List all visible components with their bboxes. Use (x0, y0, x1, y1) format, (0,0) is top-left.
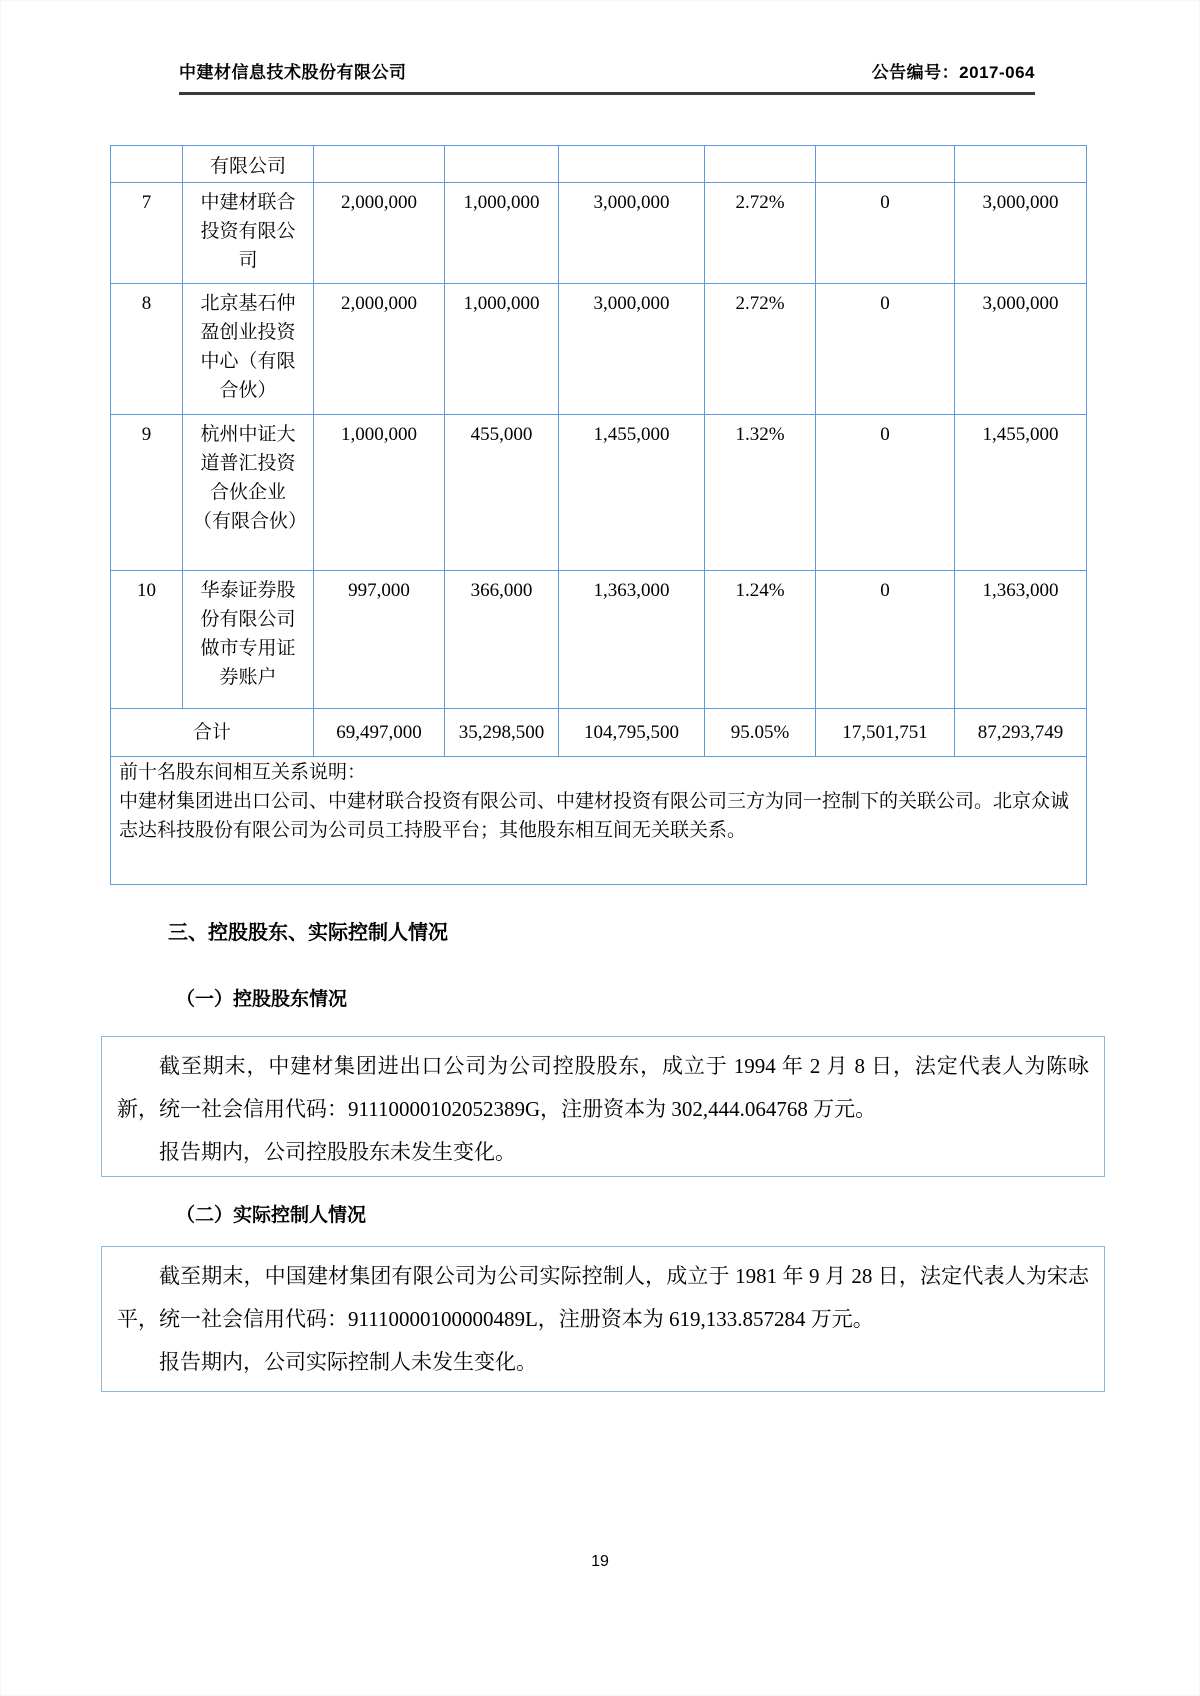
cell-total-value: 87,293,749 (955, 709, 1087, 757)
actual-controller-change-note: 报告期内，公司实际控制人未发生变化。 (159, 1350, 537, 1374)
cell-value: 0 (816, 415, 955, 571)
cell-value: 1.24% (705, 571, 816, 709)
controlling-shareholder-paragraph: 截至期末，中建材集团进出口公司为公司控股股东，成立于 1994 年 2 月 8 日，法定代表人为陈咏新，统一社会信用代码：91110000102052389G，注册资本为 302,444.064768 万元。 (117, 1054, 1089, 1121)
page-number: 19 (591, 1553, 609, 1570)
cell-rank: 10 (111, 571, 183, 709)
table-row (111, 183, 1087, 284)
notes-title: 前十名股东间相互关系说明： (119, 762, 367, 783)
cell-value (816, 146, 955, 183)
cell-value (314, 146, 445, 183)
cell-rank: 7 (111, 183, 183, 284)
cell-shareholder-name: 华泰证券股份有限公司做市专用证券账户 (183, 571, 314, 709)
table-notes-row (111, 757, 1087, 885)
cell-total-value: 17,501,751 (816, 709, 955, 757)
cell-shareholder-name: 北京基石仲盈创业投资中心（有限合伙） (183, 284, 314, 415)
table-row (111, 284, 1087, 415)
cell-value: 2,000,000 (314, 183, 445, 284)
cell-total-value: 35,298,500 (445, 709, 559, 757)
cell-total-value: 95.05% (705, 709, 816, 757)
cell-value: 997,000 (314, 571, 445, 709)
cell-value (445, 146, 559, 183)
cell-value: 2.72% (705, 284, 816, 415)
table-row (111, 415, 1087, 571)
cell-value: 3,000,000 (559, 284, 705, 415)
cell-shareholder-name: 中建材联合投资有限公司 (183, 183, 314, 284)
notes-body: 中建材集团进出口公司、中建材联合投资有限公司、中建材投资有限公司三方为同一控制下的关联公司。北京众诚志达科技股份有限公司为公司员工持股平台；其他股东相互间无关联关系。 (119, 791, 1070, 841)
cell-value: 1,455,000 (955, 415, 1087, 571)
section-heading-controlling-shareholder: 三、控股股东、实际控制人情况 (168, 922, 448, 944)
company-name: 中建材信息技术股份有限公司 (179, 63, 407, 82)
cell-shareholder-name: 杭州中证大道普汇投资合伙企业（有限合伙） (183, 415, 314, 571)
cell-value: 0 (816, 284, 955, 415)
cell-value: 0 (816, 183, 955, 284)
cell-value: 2.72% (705, 183, 816, 284)
cell-total-value: 104,795,500 (559, 709, 705, 757)
announcement-number: 公告编号：2017-064 (871, 63, 1035, 82)
cell-value: 3,000,000 (955, 183, 1087, 284)
cell-value (955, 146, 1087, 183)
subsection-heading-controlling-shareholder: （一）控股股东情况 (176, 989, 348, 1010)
cell-value: 2,000,000 (314, 284, 445, 415)
cell-value: 455,000 (445, 415, 559, 571)
table-row (111, 146, 1087, 183)
cell-value: 1,363,000 (559, 571, 705, 709)
actual-controller-paragraph: 截至期末，中国建材集团有限公司为公司实际控制人，成立于 1981 年 9 月 28 日，法定代表人为宋志平，统一社会信用代码：91110000100000489L，注册资本为 619,133.857284 万元。 (117, 1264, 1089, 1331)
cell-shareholder-name: 有限公司 (183, 146, 314, 183)
cell-total-value: 69,497,000 (314, 709, 445, 757)
shareholder-relationship-notes (111, 757, 1087, 885)
cell-value: 1,000,000 (445, 183, 559, 284)
cell-value: 1,000,000 (445, 284, 559, 415)
shareholder-table (110, 145, 1087, 885)
page-header (179, 58, 1035, 95)
cell-total-label: 合计 (111, 709, 314, 757)
cell-rank: 9 (111, 415, 183, 571)
cell-value: 3,000,000 (955, 284, 1087, 415)
controlling-shareholder-change-note: 报告期内，公司控股股东未发生变化。 (159, 1140, 516, 1164)
cell-rank (111, 146, 183, 183)
cell-value: 3,000,000 (559, 183, 705, 284)
cell-value: 1.32% (705, 415, 816, 571)
cell-value (705, 146, 816, 183)
subsection-heading-actual-controller: （二）实际控制人情况 (176, 1205, 367, 1226)
cell-value: 1,000,000 (314, 415, 445, 571)
cell-rank: 8 (111, 284, 183, 415)
actual-controller-box (101, 1246, 1105, 1392)
cell-value: 0 (816, 571, 955, 709)
cell-value (559, 146, 705, 183)
cell-value: 1,455,000 (559, 415, 705, 571)
cell-value: 1,363,000 (955, 571, 1087, 709)
cell-value: 366,000 (445, 571, 559, 709)
table-row (111, 571, 1087, 709)
table-total-row (111, 709, 1087, 757)
controlling-shareholder-box (101, 1036, 1105, 1177)
